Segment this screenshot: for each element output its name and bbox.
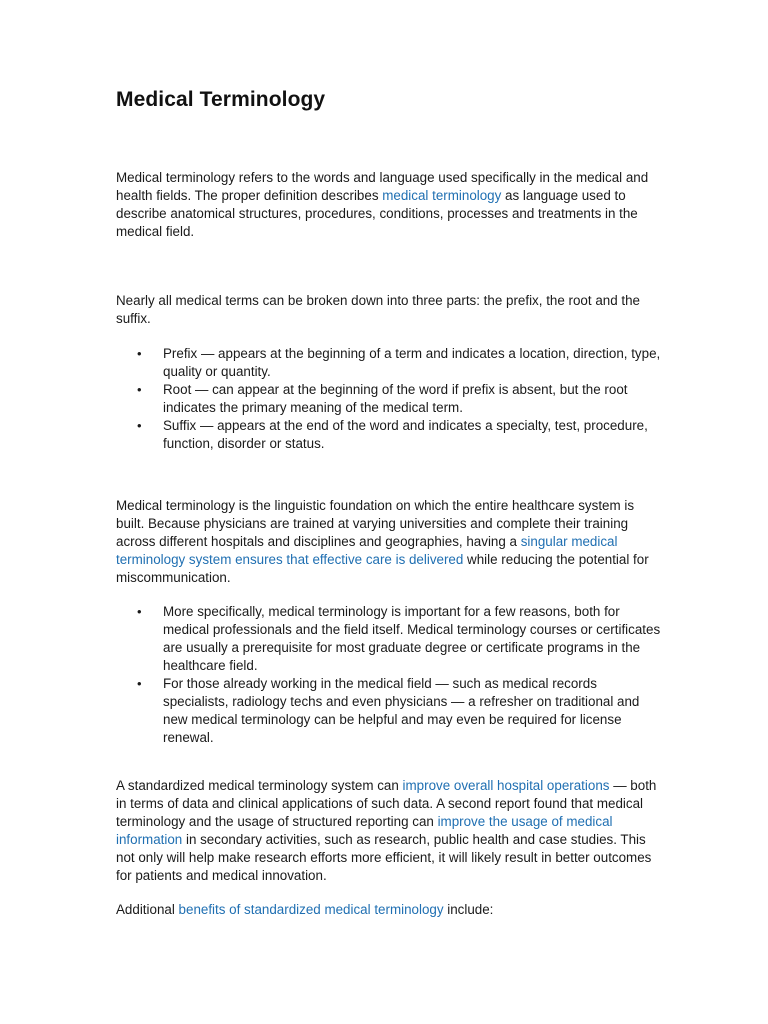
foundation-text-end: while reducing the potential for miscommunication. <box>116 552 649 585</box>
foundation-paragraph <box>116 497 661 587</box>
list-item-root: • Root — can appear at the beginning of the word if prefix is absent, but the root indicates the primary meaning of the medical term. <box>116 381 661 417</box>
standardized-text-end: in secondary activities, such as research, public health and case studies. This not only will help make research efforts more efficient, it will likely result in better outcomes for patients and medical innovation. <box>116 832 652 883</box>
additional-paragraph <box>116 901 661 919</box>
reasons-list <box>116 603 661 747</box>
list-item-reason-specific: • More specifically, medical terminology is important for a few reasons, both for medical professionals and the field itself. Medical terminology courses or certificates are usually a prerequisite for most graduate degree or certificate programs in the healthcare field. <box>116 603 661 675</box>
singular-system-link[interactable]: singular medical terminology system ensures that effective care is delivered <box>116 534 618 567</box>
parts-intro-text: Nearly all medical terms can be broken down into three parts: the prefix, the root and the suffix. <box>116 293 641 326</box>
hospital-operations-link[interactable]: improve overall hospital operations <box>402 778 610 793</box>
intro-paragraph <box>116 169 661 241</box>
standardized-text-start: A standardized medical terminology system can <box>116 778 403 793</box>
parts-intro-paragraph <box>116 292 661 328</box>
list-item-suffix: • Suffix — appears at the end of the word and indicates a specialty, test, procedure, function, disorder or status. <box>116 417 661 453</box>
benefits-link[interactable]: benefits of standardized medical terminology <box>178 902 444 917</box>
standardized-paragraph <box>116 777 661 885</box>
parts-list-block <box>116 345 661 453</box>
intro-text-end: as language used to describe anatomical structures, procedures, conditions, processes and treatments in the medical field. <box>116 188 638 239</box>
reasons-list-block <box>116 603 661 747</box>
medical-terminology-link[interactable]: medical terminology <box>382 188 502 203</box>
list-item-reason-refresher: • For those already working in the medical field — such as medical records specialists, radiology techs and even physicians — a refresher on traditional and new medical terminology can be helpful and may even be required for license renewal. <box>116 675 661 747</box>
foundation-text-start: Medical terminology is the linguistic foundation on which the entire healthcare system is built. Because physicians are trained at varying universities and complete their training across different hospitals and disciplines and geographies, having a <box>116 498 635 549</box>
additional-text-end: include: <box>443 902 494 917</box>
additional-text-start: Additional <box>116 902 179 917</box>
parts-list <box>116 345 661 453</box>
list-item-prefix: • Prefix — appears at the beginning of a term and indicates a location, direction, type, quality or quantity. <box>116 345 661 381</box>
standardized-text-middle: — both in terms of data and clinical applications of such data. A second report found that medical terminology and the usage of structured reporting can <box>116 778 657 829</box>
intro-text-start: Medical terminology refers to the words and language used specifically in the medical and health fields. The proper definition describes <box>116 170 649 203</box>
page-title: Medical Terminology <box>116 88 326 111</box>
medical-information-link[interactable]: improve the usage of medical information <box>116 814 613 847</box>
